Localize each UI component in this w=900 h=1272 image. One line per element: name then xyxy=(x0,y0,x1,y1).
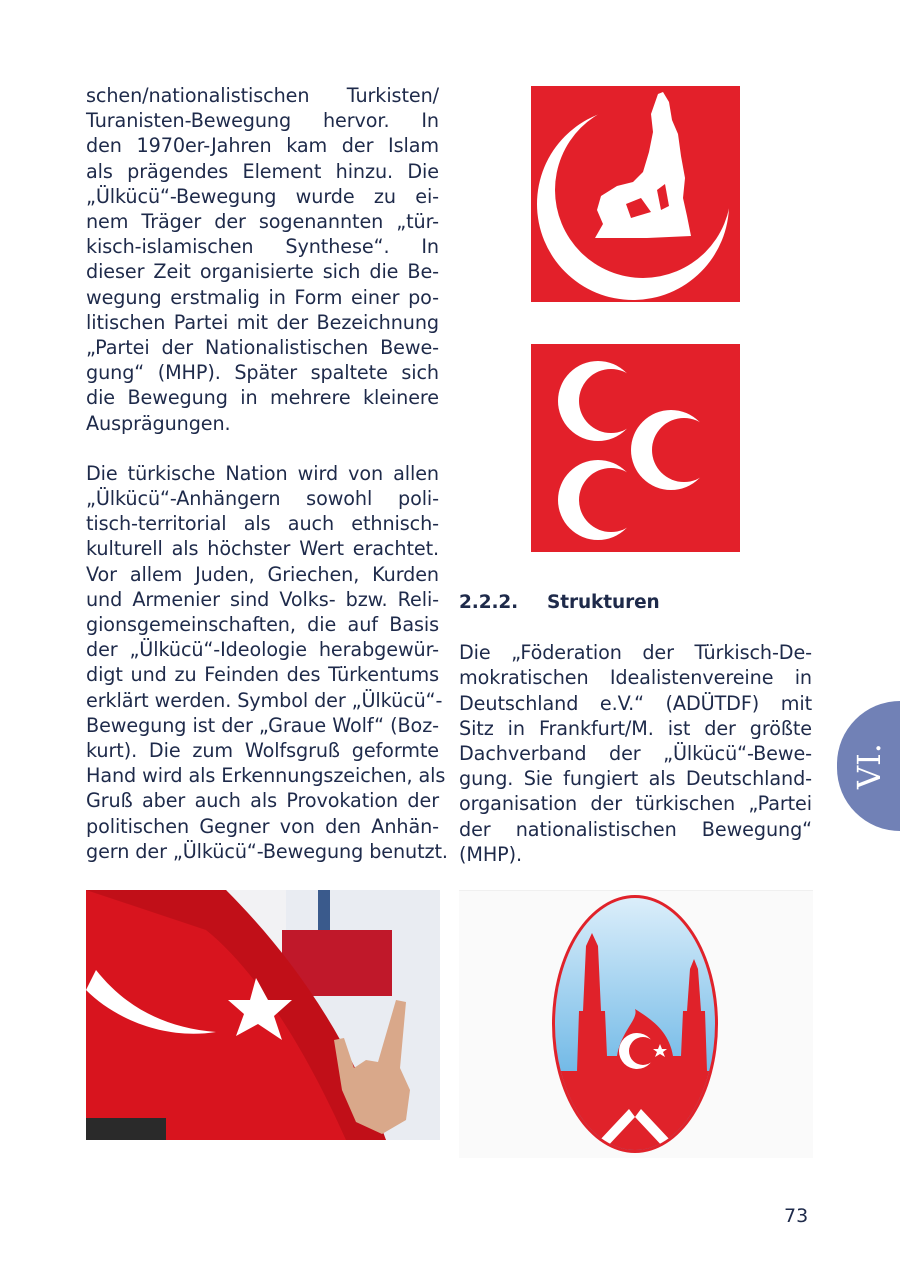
text-line: Die „Föderation der Türkisch-De- xyxy=(459,641,812,665)
text-line: kulturell als höchster Wert erachtet. xyxy=(86,537,439,561)
text-line: gionsgemeinschaften, die auf Basis xyxy=(86,613,439,637)
paragraph-structures xyxy=(459,640,812,867)
three-crescents-icon xyxy=(531,344,740,552)
section-number: 2.2.2. xyxy=(459,592,519,613)
text-line: gern der „Ülkücü“-Bewegung benutzt. xyxy=(86,839,448,863)
text-line: Die türkische Nation wird von allen xyxy=(86,461,439,485)
text-line: Sitz in Frankfurt/M. ist der größte xyxy=(459,716,812,740)
paragraph-ideology xyxy=(86,461,448,864)
text-line: tisch-territorial als auch ethnisch- xyxy=(86,512,439,536)
adutdf-emblem-image xyxy=(459,890,813,1158)
chapter-label: VI. xyxy=(850,743,888,789)
text-line: erklärt werden. Symbol der „Ülkücü“- xyxy=(86,688,443,712)
text-line: mokratischen Idealistenvereine in xyxy=(459,666,812,690)
text-line: die Bewegung in mehrere kleinere xyxy=(86,386,439,410)
flag-salute-photo xyxy=(86,890,440,1140)
text-line: digt und zu Feinden des Türkentums xyxy=(86,663,439,687)
text-line: „Ülkücü“-Anhängern sowohl poli- xyxy=(86,487,439,511)
text-line: schen/nationalistischen Turkisten/ xyxy=(86,84,439,107)
chapter-tab xyxy=(837,701,900,831)
text-line: der „Ülkücü“-Ideologie herabgewür- xyxy=(86,638,439,662)
text-line: Bewegung ist der „Graue Wolf“ (Boz- xyxy=(86,713,439,737)
text-line: Turanisten-Bewegung hervor. In xyxy=(86,109,439,133)
text-line: gung. Sie fungiert als Deutschland- xyxy=(459,767,812,791)
flag-hand-photo-icon xyxy=(86,890,440,1140)
text-line: Hand wird als Erkennungszeichen, als xyxy=(86,764,446,788)
text-line: den 1970er-Jahren kam der Islam xyxy=(86,134,439,158)
text-line: kurt). Die zum Wolfsgruß geformte xyxy=(86,739,439,763)
text-line: „Partei der Nationalistischen Bewe- xyxy=(86,336,439,360)
text-line: Deutschland e.V.“ (ADÜTDF) mit xyxy=(459,691,812,715)
text-line: Vor allem Juden, Griechen, Kurden xyxy=(86,562,439,586)
left-text-column xyxy=(86,83,448,864)
text-line: Dachverband der „Ülkücü“-Bewe- xyxy=(459,742,812,766)
mosque-oval-icon xyxy=(459,891,813,1158)
text-line: politischen Gegner von den Anhän- xyxy=(86,814,439,838)
section-heading xyxy=(459,590,812,615)
text-line: als prägendes Element hinzu. Die xyxy=(86,159,439,183)
wolf-crescent-icon xyxy=(531,86,740,302)
text-line: (MHP). xyxy=(459,842,523,866)
three-crescents-emblem-image xyxy=(531,344,740,552)
text-line: kisch-islamischen Synthese“. In xyxy=(86,235,439,259)
text-line: Gruß aber auch als Provokation der xyxy=(86,789,439,813)
text-line: der nationalistischen Bewegung“ xyxy=(459,817,812,841)
text-line: wegung erstmalig in Form einer po- xyxy=(86,285,439,309)
text-line: Ausprägungen. xyxy=(86,411,231,435)
text-line: nem Träger der sogenannten „tür- xyxy=(86,210,439,234)
paragraph-gap xyxy=(86,436,439,461)
text-line: litischen Partei mit der Bezeichnung xyxy=(86,310,439,334)
section-title: Strukturen xyxy=(547,592,660,613)
right-text-column xyxy=(459,590,812,867)
text-line: dieser Zeit organisierte sich die Be- xyxy=(86,260,439,284)
grey-wolf-emblem-image xyxy=(531,86,740,302)
text-line: gung“ (MHP). Später spaltete sich xyxy=(86,361,439,385)
paragraph-movement-history xyxy=(86,83,439,436)
text-line: „Ülkücü“-Bewegung wurde zu ei- xyxy=(86,184,439,208)
page-number: 73 xyxy=(784,1205,809,1227)
text-line: und Armenier sind Volks- bzw. Reli- xyxy=(86,587,439,611)
text-line: organisation der türkischen „Partei xyxy=(459,792,812,816)
